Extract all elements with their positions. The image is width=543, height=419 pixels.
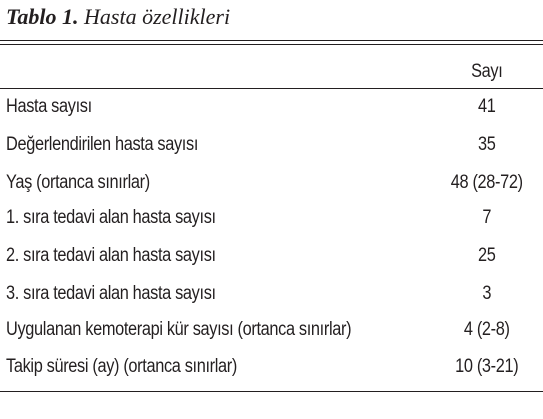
row-label: 3. sıra tedavi alan hasta sayısı xyxy=(6,283,216,304)
top-rule-1 xyxy=(0,40,543,41)
row-value: 4 (2-8) xyxy=(463,319,510,340)
row-value: 3 xyxy=(482,283,492,304)
table-number: Tablo 1. xyxy=(6,4,79,29)
row-label: Uygulanan kemoterapi kür sayısı (ortanca sınırlar) xyxy=(6,319,352,340)
row-label: Takip süresi (ay) (ortanca sınırlar) xyxy=(6,356,237,377)
row-label: Yaş (ortanca sınırlar) xyxy=(6,172,150,193)
row-value: 25 xyxy=(478,245,496,266)
row-label: Değerlendirilen hasta sayısı xyxy=(6,134,199,155)
row-value: 48 (28-72) xyxy=(450,172,523,193)
row-label: 2. sıra tedavi alan hasta sayısı xyxy=(6,245,216,266)
header-value: Sayı xyxy=(471,61,503,82)
row-value: 41 xyxy=(478,96,496,117)
top-rule-2 xyxy=(0,44,543,45)
bottom-rule xyxy=(0,391,543,392)
table-caption xyxy=(6,2,230,32)
row-value: 7 xyxy=(482,207,492,228)
table-title: Hasta özellikleri xyxy=(84,4,231,29)
row-label: 1. sıra tedavi alan hasta sayısı xyxy=(6,207,216,228)
row-value: 35 xyxy=(478,134,496,155)
row-label: Hasta sayısı xyxy=(6,96,92,117)
row-value: 10 (3-21) xyxy=(455,356,519,377)
header-rule xyxy=(0,88,543,89)
